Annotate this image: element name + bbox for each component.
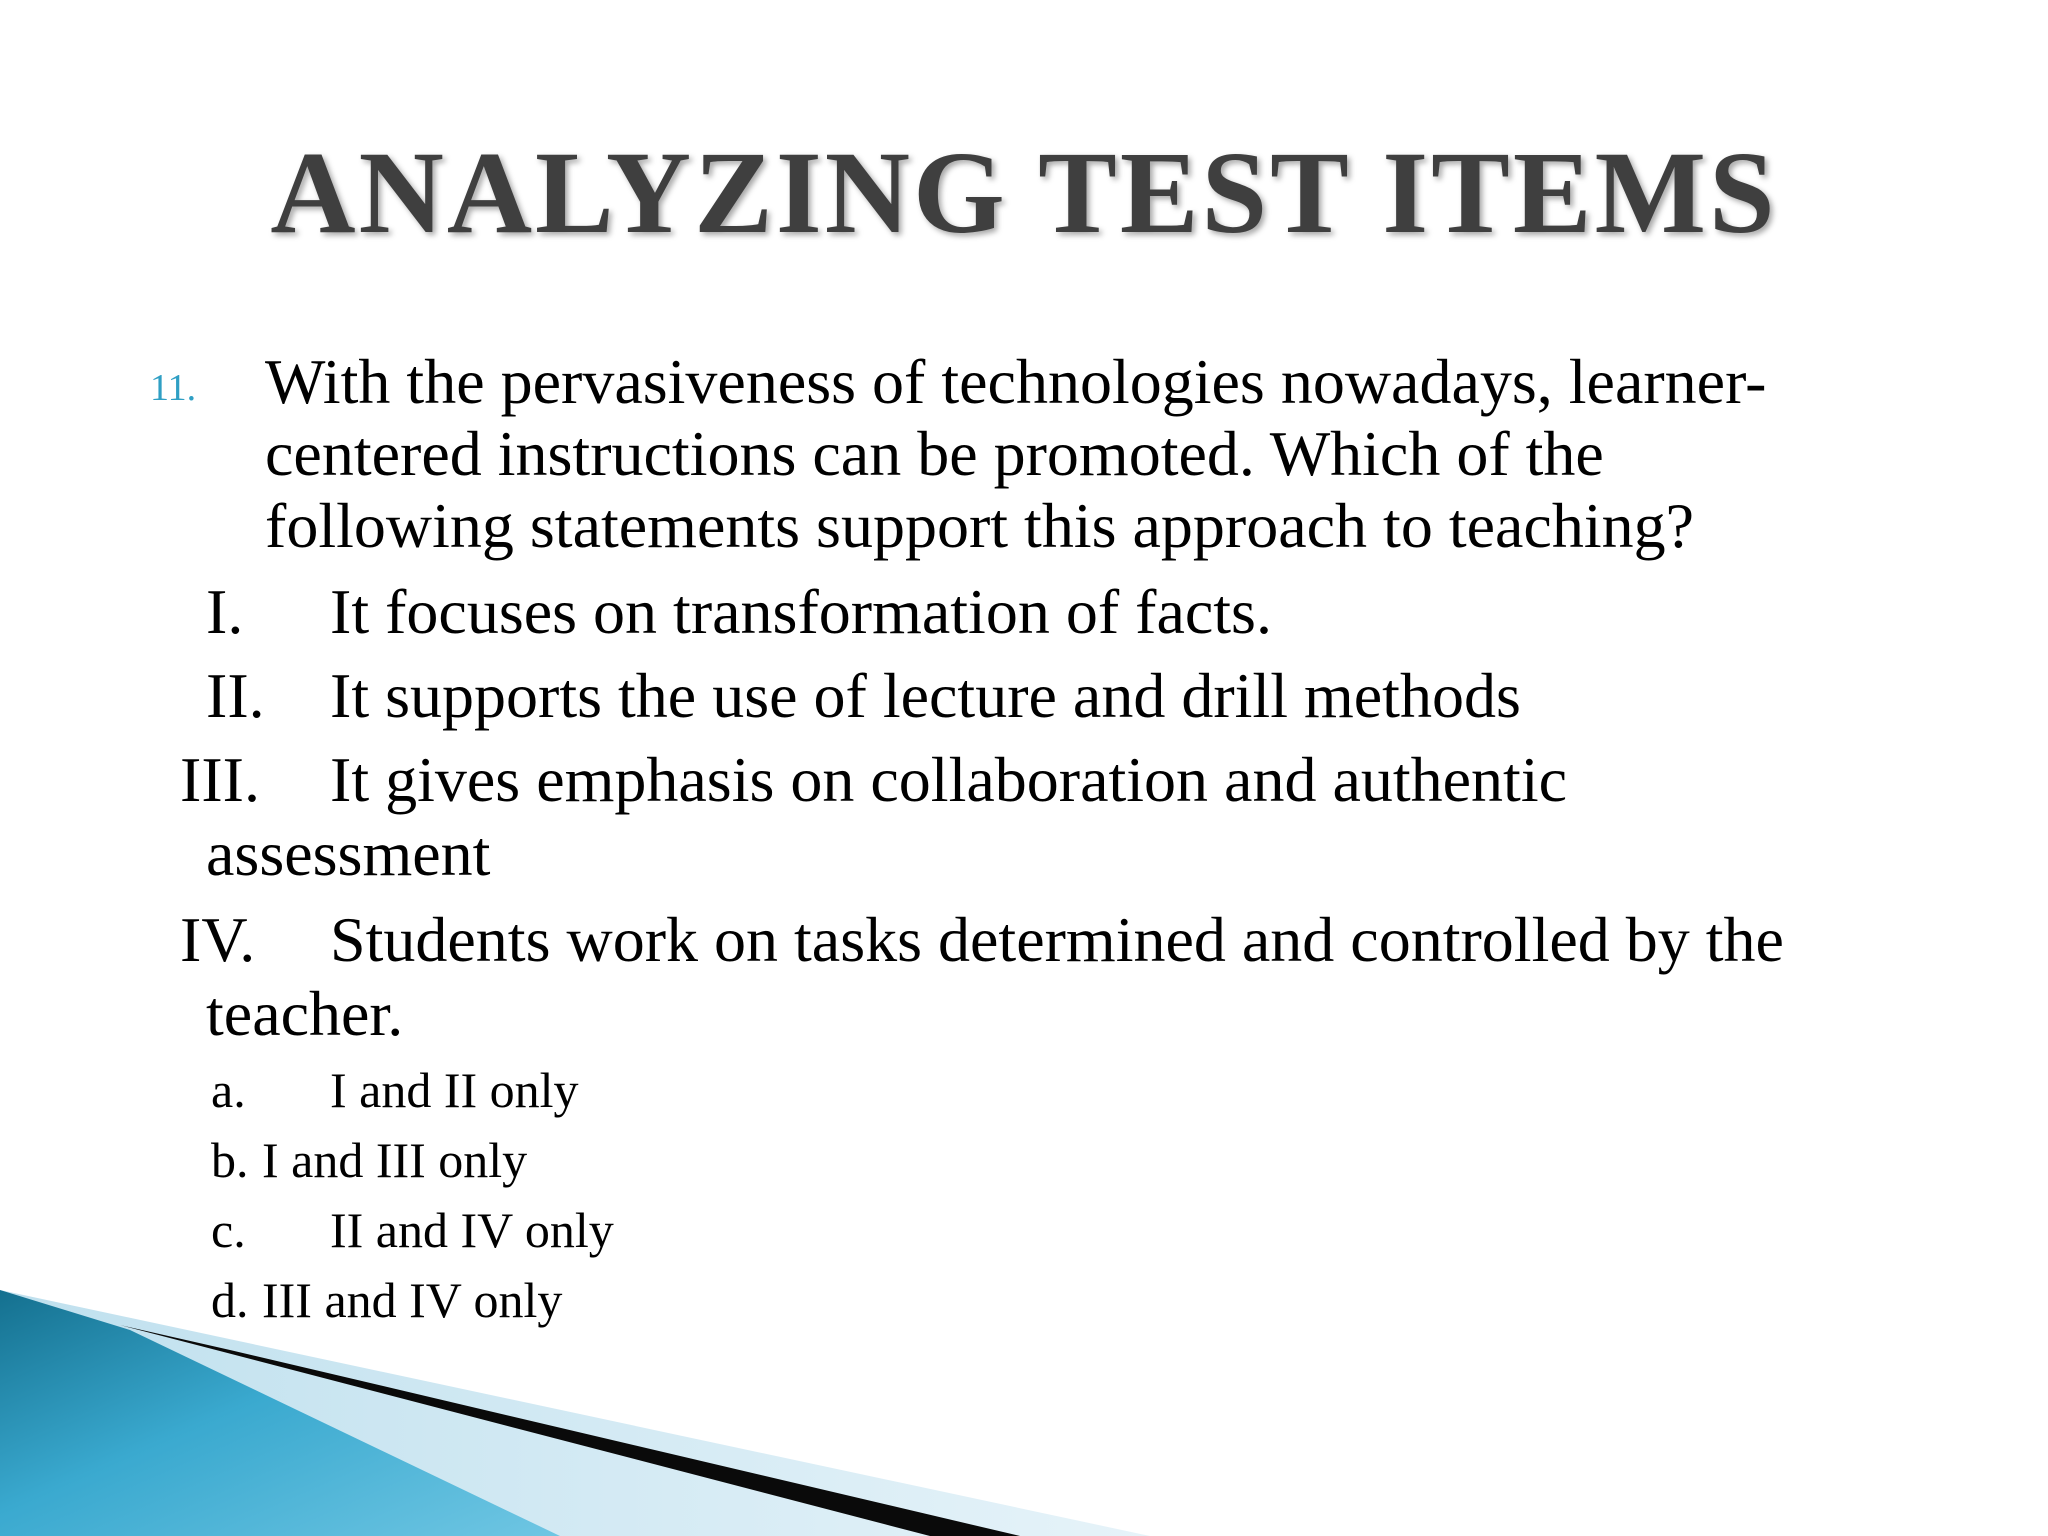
statement-text-continued: assessment [206, 818, 491, 889]
option-text: III and IV only [262, 1272, 563, 1328]
question-line: following statements support this approach to teaching? [265, 490, 1694, 561]
option-letter: c. [211, 1202, 246, 1258]
slide-title: ANALYZING TEST ITEMS [270, 127, 1778, 258]
statement-numeral: IV. [180, 904, 256, 975]
option-letter: a. [211, 1062, 246, 1118]
statement-numeral: III. [180, 744, 260, 815]
option-text: II and IV only [330, 1202, 614, 1258]
option-text: I and II only [330, 1062, 579, 1118]
statement-text: It gives emphasis on collaboration and authentic [330, 744, 1567, 815]
statement-text: It supports the use of lecture and drill methods [330, 660, 1521, 731]
statement-text-continued: teacher. [206, 978, 404, 1049]
statement-numeral: I. [206, 576, 244, 647]
question-line: centered instructions can be promoted. Which of the [265, 418, 1604, 489]
statement-numeral: II. [206, 660, 265, 731]
option-text: I and III only [262, 1132, 528, 1188]
option-letter: b. [211, 1132, 249, 1188]
question-number: 11. [150, 367, 197, 409]
question-line: With the pervasiveness of technologies nowadays, learner- [265, 346, 1767, 417]
statement-text: It focuses on transformation of facts. [330, 576, 1272, 647]
option-letter: d. [211, 1272, 249, 1328]
statement-text: Students work on tasks determined and controlled by the [330, 904, 1784, 975]
